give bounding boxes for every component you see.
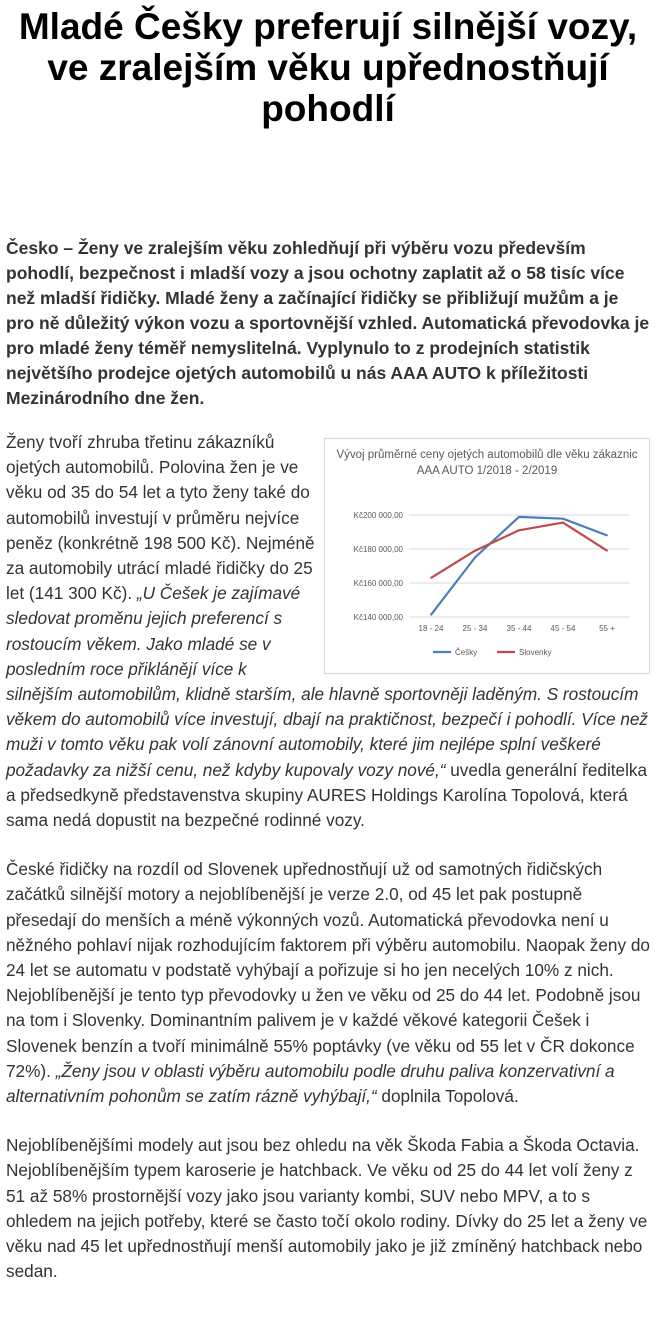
legend-label: Slovenky bbox=[519, 648, 552, 657]
data-point bbox=[474, 550, 476, 552]
data-point bbox=[606, 550, 608, 552]
x-tick-label: 45 - 54 bbox=[550, 624, 576, 633]
series-line-češky bbox=[431, 517, 607, 615]
data-point bbox=[430, 577, 432, 579]
y-tick-label: Kč180 000,00 bbox=[353, 545, 403, 554]
data-point bbox=[562, 522, 564, 524]
article-lead: Česko – Ženy ve zralejším věku zohledňují při výběru vozu především pohodlí, bezpečnost i mladší vozy a jsou ochotny zaplatit až o 58 tisíc více než mladší řidičky. Mladé ženy a začínající řidičky se přibližují mužům a je pro ně důležitý výkon vozu a sportovnější vzhled. Automatická převodovka je pro mladé ženy téměř nemyslitelná. Vyplynulo to z prodejních statistik největšího prodejce ojetých automobilů u nás AAA AUTO k příležitosti Mezinárodního dne žen. bbox=[6, 238, 650, 408]
data-point bbox=[606, 535, 608, 537]
x-tick-label: 35 - 44 bbox=[506, 624, 532, 633]
chart-title: Vývoj průměrné ceny ojetých automobilů dle věku zákaznic AAA AUTO 1/2018 - 2/2019 bbox=[336, 449, 638, 477]
y-tick-label: Kč140 000,00 bbox=[353, 613, 403, 622]
data-point bbox=[474, 557, 476, 559]
y-tick-label: Kč200 000,00 bbox=[353, 511, 403, 520]
data-point bbox=[518, 516, 520, 518]
paragraph-2-quote: „Ženy jsou v oblasti výběru automobilu podle druhu paliva konzervativní a alternativním pohonům se zatím rázně vyhýbají,“ bbox=[6, 1060, 615, 1107]
data-point bbox=[518, 529, 520, 531]
legend-label: Češky bbox=[455, 648, 478, 657]
article-headline: Mladé Češky preferují silnější vozy, ve zralejším věku upřednostňují pohodlí bbox=[18, 6, 638, 129]
x-tick-label: 25 - 34 bbox=[462, 624, 488, 633]
paragraph-2-text: České řidičky na rozdíl od Slovenek upřednostňují už od samotných řidičských začátků silnější motory a nejoblíbenější je verze 2.0, od 45 let pak postupně přesedají do menších a méně výkonných vozů. Automatická převodovka není u něžného pohlaví nijak rozhodujícím faktorem při výběru automobilu. Naopak ženy do 24 let se automatu v podstatě vyhýbají a pořizuje si ho jen necelých 10% z nich. Nejoblíbenější je tento typ převodovky u žen ve věku od 25 do 44 let. Podobně jsou na tom i Slovenky. Dominantním palivem je v každé věkové kategorii Češek i Slovenek benzín a tvoří minimálně 55% poptávky (ve věku od 55 let v ČR dokonce 72%). bbox=[6, 859, 650, 1081]
article-body bbox=[6, 430, 650, 1309]
chart-svg bbox=[325, 439, 649, 673]
data-point bbox=[562, 518, 564, 520]
data-point bbox=[430, 614, 432, 616]
x-tick-label: 18 - 24 bbox=[418, 624, 444, 633]
paragraph-1-quote: „U Češek je zajímavé sledovat proměnu jejich preferencí s rostoucím věkem. Jako mladé se v posledním roce přiklánějí více k silnějším automobilům, klidně starším, ale hlavně sportovněji laděným. S rostoucím věkem do automobilů více investují, dbají na praktičnost, bezpečí i pohodlí. Více než muži v tomto věku pak volí zánovní automobily, které jim nejlépe splní veškeré požadavky za nižší cenu, než kdyby kupovaly vozy nové,“ bbox=[6, 583, 649, 780]
paragraph-2-after: doplnila Topolová. bbox=[376, 1086, 519, 1107]
paragraph-2 bbox=[6, 857, 650, 1109]
price-chart bbox=[324, 438, 650, 674]
x-tick-label: 55 + bbox=[599, 624, 615, 633]
paragraph-1-text: Ženy tvoří zhruba třetinu zákazníků ojetých automobilů. Polovina žen je ve věku od 35 do 54 let a tyto ženy také do automobilů investují v průměru nejvíce peněz (konkrétně 198 500 Kč). Nejméně za automobily utrácí mladé řidičky do 25 let (141 300 Kč). bbox=[6, 432, 315, 604]
paragraph-1-after: uvedla generální ředitelka a předsedkyně představenstva skupiny AURES Holdings Karolína Topolová, která sama nedá dopustit na bezpečné rodinné vozy. bbox=[6, 759, 648, 831]
y-tick-label: Kč160 000,00 bbox=[353, 579, 403, 588]
paragraph-3: Nejoblíbenějšími modely aut jsou bez ohledu na věk Škoda Fabia a Škoda Octavia. Nejoblíbenějším typem karoserie je hatchback. Ve věku od 25 do 44 let volí ženy z 51 až 58% prostornější vozy jako jsou varianty kombi, SUV nebo MPV, a to s ohledem na jejich potřeby, které se často točí okolo rodiny. Dívky do 25 let a ženy ve věku nad 45 let upřednostňují menší automobily jako je již zmíněný hatchback nebo sedan. bbox=[6, 1135, 648, 1282]
